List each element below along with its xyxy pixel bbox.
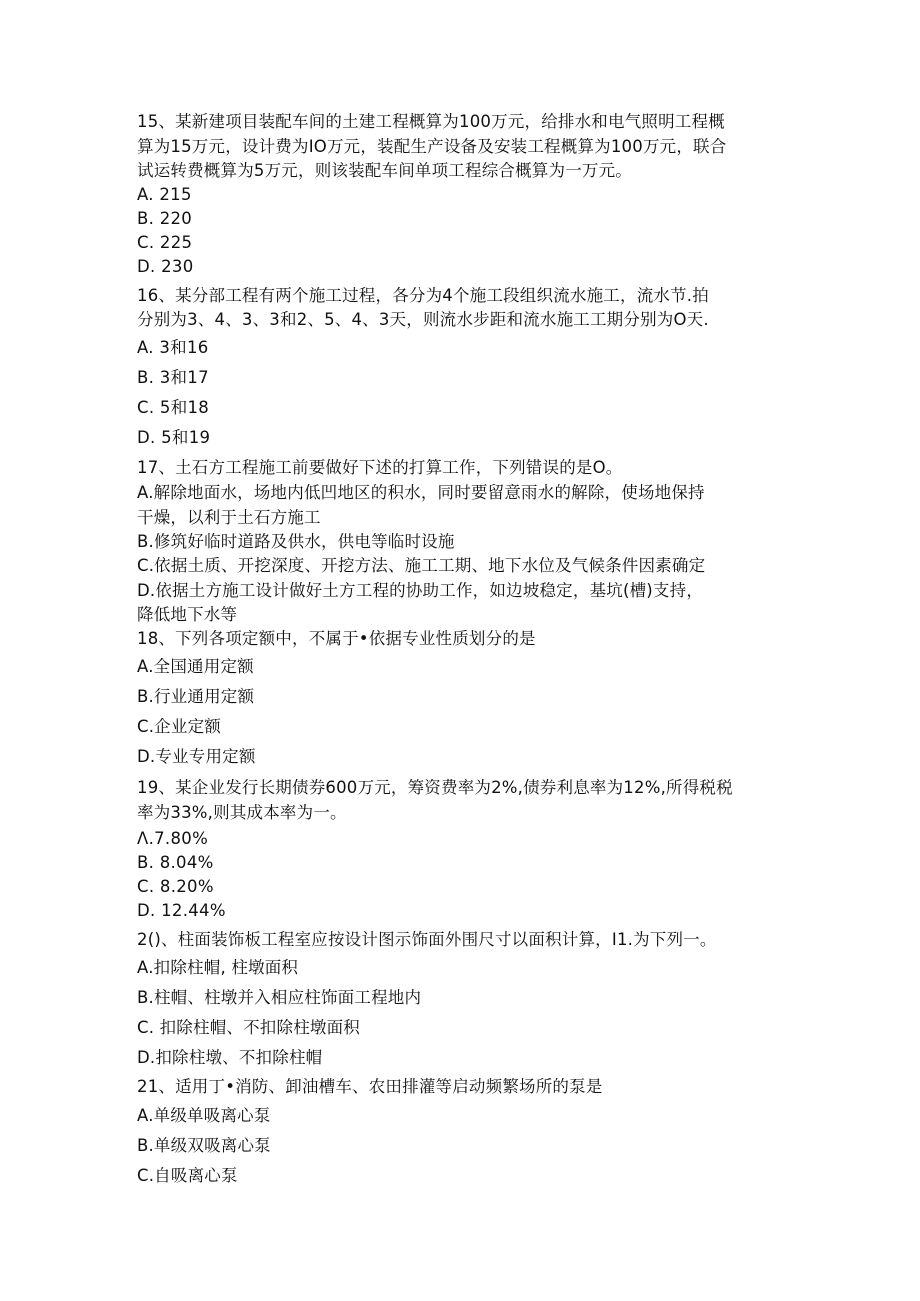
q19-option-d: D. 12.44% (137, 901, 226, 920)
q17-stem: 17、土石方工程施工前要做好下述的打算工作，下列错误的是O。 (137, 458, 623, 477)
q21-option-b: B.单级双吸离心泵 (137, 1136, 271, 1155)
q18-stem: 18、下列各项定额中，不属于•依据专业性质划分的是 (137, 629, 536, 648)
q17-option-c: C.依据土质、开挖深度、开挖方法、施工工期、地下水位及气候条件因素确定 (137, 556, 706, 575)
q15-stem-line-2: 算为15万元，设计费为IO万元，装配生产设备及安装工程概算为100万元，联合 (137, 137, 727, 156)
q20-option-d: D.扣除柱墩、不扣除柱帽 (137, 1048, 323, 1067)
q17-option-a-line-2: 干燥，以利于土石方施工 (137, 508, 321, 527)
q20-option-c: C. 扣除柱帽、不扣除柱墩面积 (137, 1018, 361, 1037)
q18-option-b: B.行业通用定额 (137, 687, 255, 706)
q17-option-b: B.修筑好临时道路及供水，供电等临时设施 (137, 532, 455, 551)
q21-option-a: A.单级单吸离心泵 (137, 1106, 271, 1125)
q16-stem-line-1: 16、某分部工程有两个施工过程，各分为4个施工段组织流水施工，流水节.拍 (137, 286, 709, 305)
q15-option-a: A. 215 (137, 185, 192, 204)
q20-option-b: B.柱帽、柱墩并入相应柱饰面工程地内 (137, 988, 422, 1007)
q16-option-a: A. 3和16 (137, 338, 209, 357)
q17-option-d-line-2: 降低地下水等 (137, 605, 238, 624)
q15-option-c: C. 225 (137, 233, 193, 252)
q21-option-c: C.自吸离心泵 (137, 1166, 238, 1185)
q20-option-a: A.扣除柱帽, 柱墩面积 (137, 958, 299, 977)
q20-stem: 2()、柱面装饰板工程室应按设计图示饰面外围尺寸以面积计算，I1.为下列一。 (137, 930, 717, 949)
q15-option-b: B. 220 (137, 209, 193, 228)
q15-stem-line-3: 试运转费概算为5万元，则该装配车间单项工程综合概算为一万元。 (137, 161, 632, 180)
q19-stem-line-1: 19、某企业发行长期债券600万元，筹资费率为2%,债券利息率为12%,所得税税 (137, 778, 733, 797)
q18-option-d: D.专业专用定额 (137, 747, 256, 766)
q18-option-c: C.企业定额 (137, 717, 221, 736)
q19-option-b: B. 8.04% (137, 853, 214, 872)
q16-option-b: B. 3和17 (137, 368, 209, 387)
q19-stem-line-2: 率为33%,则其成本率为一。 (137, 803, 347, 822)
q16-stem-line-2: 分别为3、4、3、3和2、5、4、3天，则流水步距和流水施工工期分别为O天. (137, 310, 709, 329)
q15-option-d: D. 230 (137, 257, 194, 276)
q15-stem-line-1: 15、某新建项目装配车间的土建工程概算为100万元，给排水和电气照明工程概 (137, 112, 725, 131)
q17-option-d-line-1: D.依据土方施工设计做好土方工程的协助工作，如边坡稳定，基坑(槽)支持， (137, 581, 704, 600)
q16-option-c: C. 5和18 (137, 398, 210, 417)
q17-option-a-line-1: A.解除地面水，场地内低凹地区的积水，同时要留意雨水的解除，使场地保持 (137, 483, 705, 502)
q16-option-d: D. 5和19 (137, 428, 211, 447)
q18-option-a: A.全国通用定额 (137, 657, 254, 676)
q19-option-c: C. 8.20% (137, 877, 214, 896)
q19-option-a: Λ.7.80% (137, 829, 209, 848)
q21-stem: 21、适用丁•消防、卸油槽车、农田排灌等启动频繁场所的泵是 (137, 1077, 603, 1096)
